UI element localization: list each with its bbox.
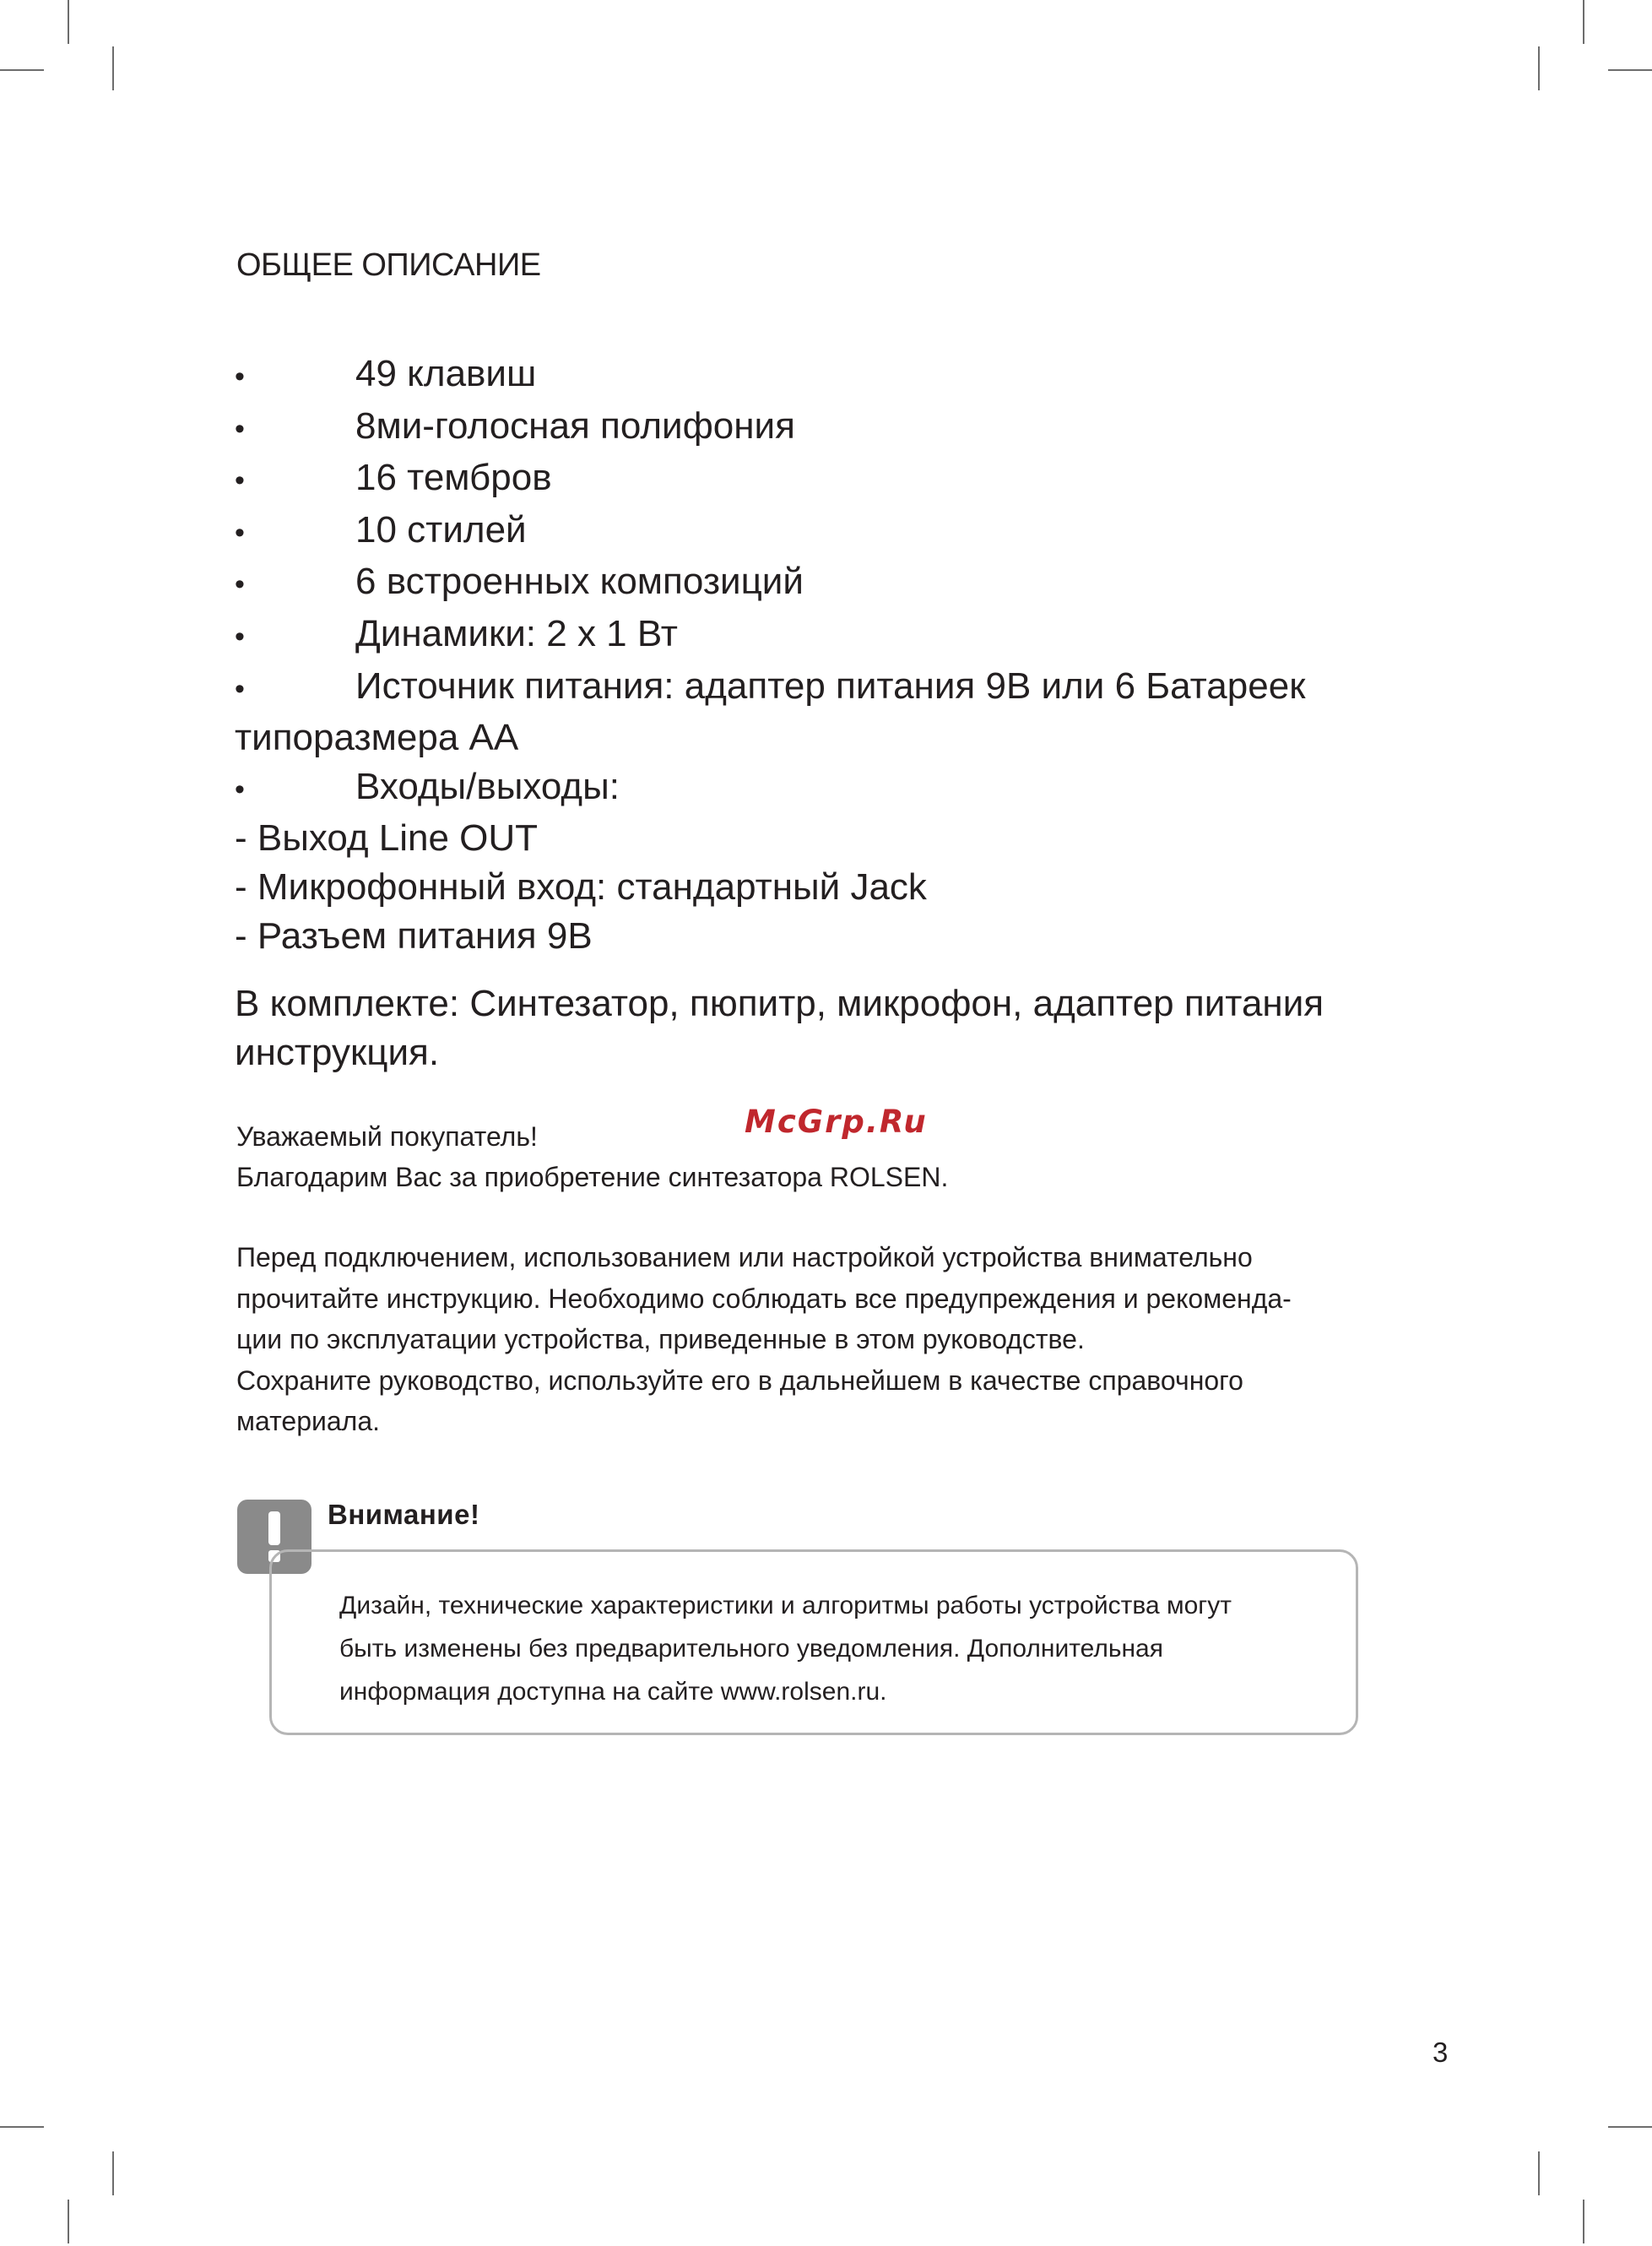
list-item: • 8ми-голосная полифония <box>235 402 1501 454</box>
bullet-icon: • <box>235 361 245 393</box>
kit-contents <box>235 979 1416 1077</box>
paragraph-line: Перед подключением, использованием или настройкой устройства внимательно <box>236 1242 1253 1272</box>
paragraph-line: ции по эксплуатации устройства, приведенные в этом руководстве. <box>236 1324 1085 1354</box>
paragraph-line: Сохраните руководство, используйте его в дальнейшем в качестве справочного <box>236 1364 1243 1396</box>
warning-line: информация доступна на сайте www.rolsen.ru. <box>339 1678 887 1706</box>
greeting <box>236 1116 1418 1197</box>
crop-mark <box>68 2200 69 2243</box>
io-item: - Выход Line OUT <box>235 817 539 860</box>
page-number: 3 <box>1433 2037 1449 2068</box>
section-heading: ОБЩЕЕ ОПИСАНИЕ <box>236 247 541 283</box>
list-item: • Динамики: 2 x 1 Вт <box>235 610 1501 662</box>
warning-text <box>339 1584 1335 1713</box>
list-item: • 6 встроенных композиций <box>235 557 1501 610</box>
crop-mark <box>68 0 69 44</box>
list-item-continuation: типоразмера АА <box>235 717 519 759</box>
list-item: • Входы/выходы: <box>235 762 1501 815</box>
crop-mark <box>1583 0 1584 44</box>
warning-title: Внимание! <box>328 1499 480 1530</box>
bullet-icon: • <box>235 773 245 806</box>
crop-mark <box>0 69 44 71</box>
crop-mark <box>1538 2151 1540 2195</box>
warning-line: быть изменены без предварительного уведомления. Дополнительная <box>339 1635 1163 1663</box>
paragraph-line: материала. <box>236 1406 381 1436</box>
paragraph-line: прочитайте инструкцию. Необходимо соблюдать все предупреждения и рекоменда- <box>236 1283 1292 1314</box>
greeting-line: Уважаемый покупатель! <box>236 1121 538 1152</box>
crop-mark <box>1608 2126 1652 2128</box>
crop-mark <box>112 46 114 90</box>
list-item: • 16 тембров <box>235 453 1501 506</box>
bullet-icon: • <box>235 620 245 653</box>
crop-mark <box>1608 69 1652 71</box>
crop-mark <box>1583 2200 1584 2243</box>
watermark: McGrp.Ru <box>745 1104 928 1140</box>
bullet-icon: • <box>235 464 245 497</box>
crop-mark <box>1538 46 1540 90</box>
bullet-icon: • <box>235 516 245 549</box>
kit-line: В комплекте: Синтезатор, пюпитр, микрофон, адаптер питания <box>235 983 1324 1024</box>
kit-line: инструкция. <box>235 1032 440 1073</box>
bullet-icon: • <box>235 672 245 705</box>
crop-mark <box>112 2151 114 2195</box>
list-item: • Источник питания: адаптер питания 9В или 6 Батареек <box>235 662 1501 714</box>
list-item: • 10 стилей <box>235 506 1501 558</box>
bullet-icon: • <box>235 412 245 445</box>
crop-mark <box>0 2126 44 2128</box>
warning-box <box>269 1549 1358 1735</box>
io-item: - Разъем питания 9В <box>235 914 593 957</box>
io-item: - Микрофонный вход: стандартный Jack <box>235 865 927 908</box>
exclamation-bar <box>268 1511 280 1545</box>
feature-list <box>235 350 1501 960</box>
warning-line: Дизайн, технические характеристики и алгоритмы работы устройства могут <box>339 1592 1232 1619</box>
instructions-paragraph <box>236 1237 1435 1442</box>
list-item: • 49 клавиш <box>235 350 1501 402</box>
bullet-icon: • <box>235 568 245 601</box>
greeting-line: Благодарим Вас за приобретение синтезатора ROLSEN. <box>236 1162 949 1192</box>
